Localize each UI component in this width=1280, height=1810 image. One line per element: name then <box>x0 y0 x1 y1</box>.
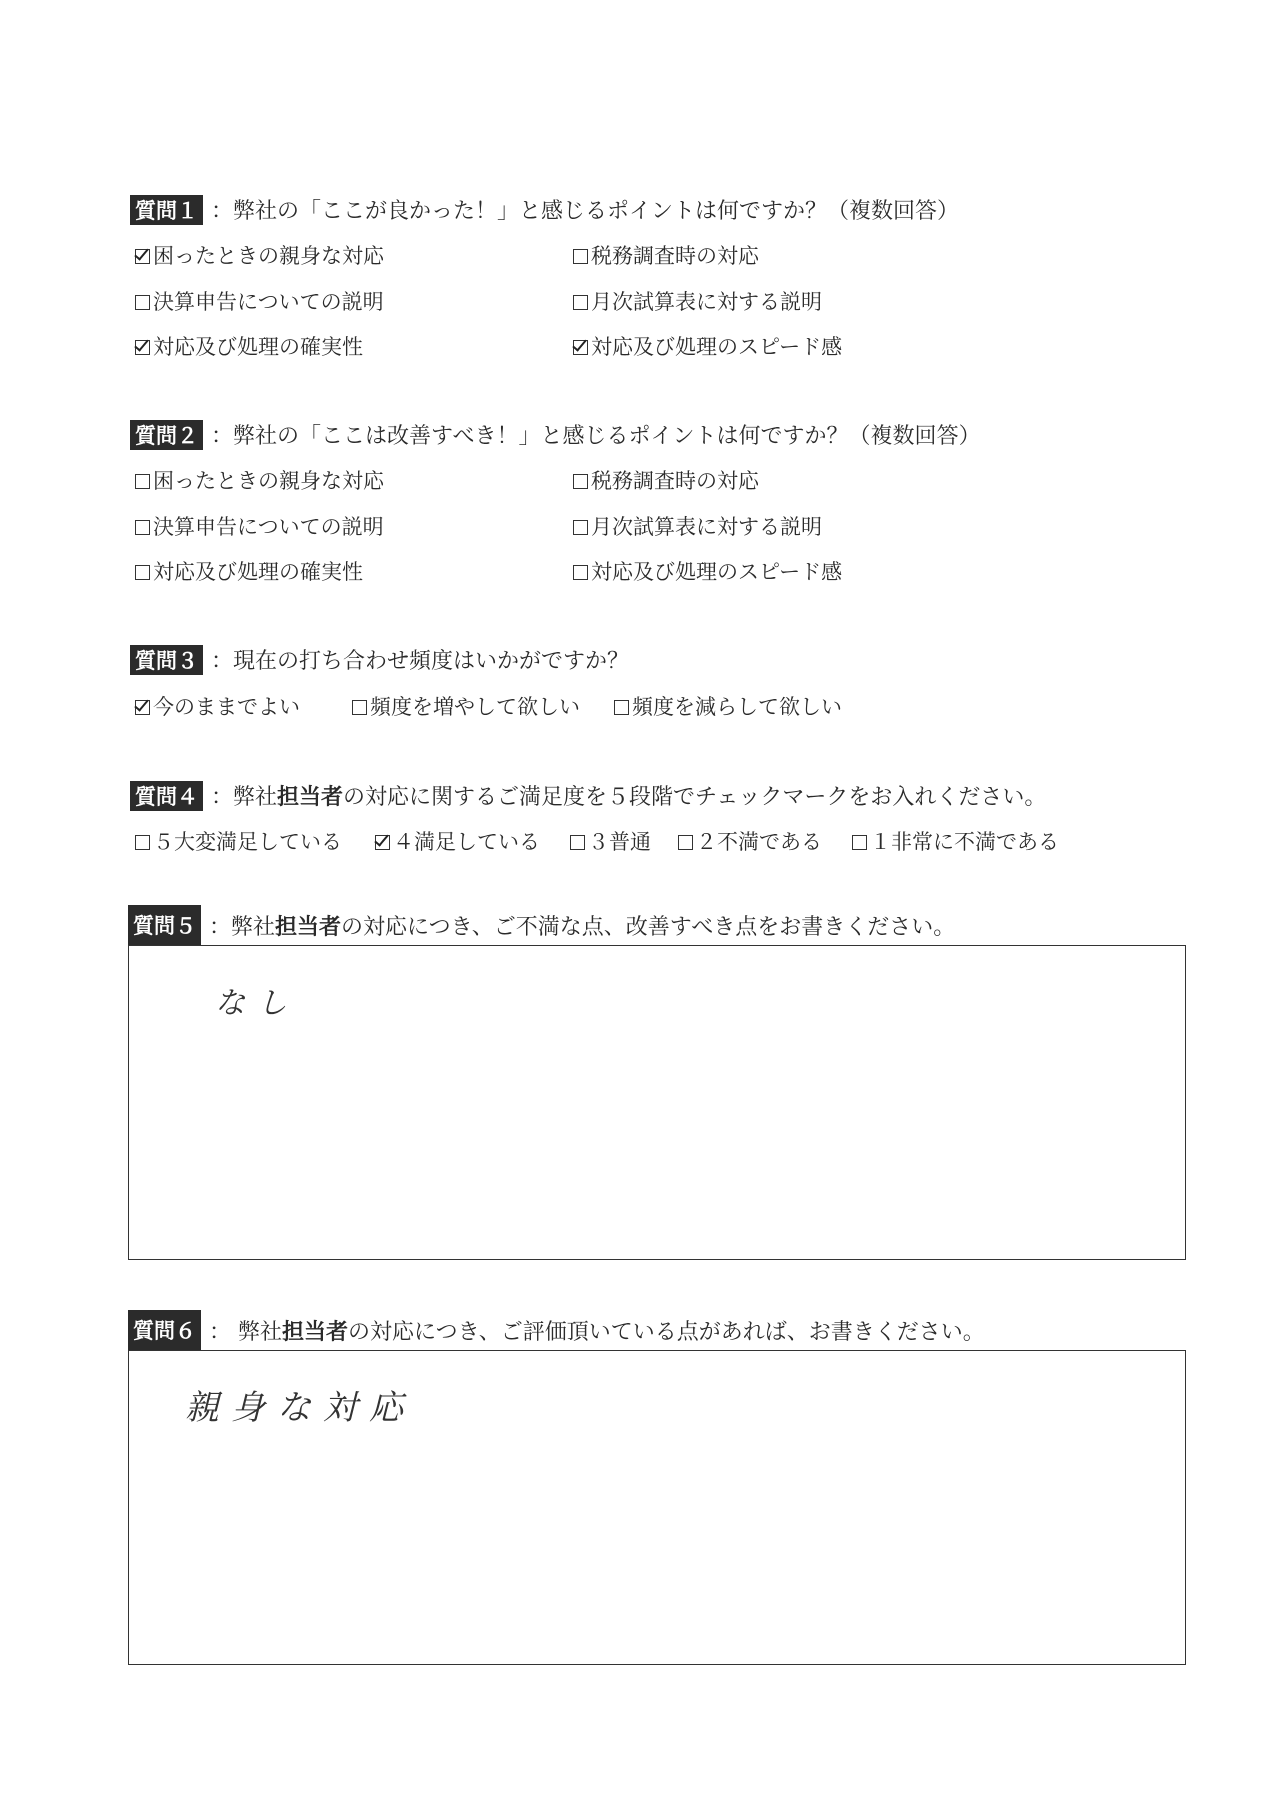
q4-text-pre: ：弊社 <box>211 785 278 810</box>
q5-answer: なし <box>215 986 299 1021</box>
q1-option-5[interactable] <box>135 331 363 361</box>
q6-header <box>128 1310 985 1350</box>
option-label: 困ったときの親身な対応 <box>153 244 384 268</box>
q6-text-post: の対応につき、ご評価頂いている点があれば、お書きください。 <box>348 1319 985 1345</box>
q4-header <box>130 780 1046 811</box>
q1-option-6[interactable] <box>573 331 842 361</box>
q4-option-4[interactable] <box>375 826 540 856</box>
checkbox[interactable] <box>570 835 585 850</box>
option-label: １非常に不満である <box>870 830 1059 854</box>
q1-option-3[interactable] <box>135 286 384 316</box>
option-label: ５大変満足している <box>153 830 342 854</box>
q5-text-pre: ：弊社 <box>209 914 276 940</box>
q1-option-4[interactable] <box>573 286 822 316</box>
checkbox[interactable] <box>573 565 588 580</box>
q4-option-2[interactable] <box>678 826 822 856</box>
q4-text-post: の対応に関するご満足度を５段階でチェックマークをお入れください。 <box>343 785 1047 810</box>
q5-header <box>128 905 955 945</box>
q2-header <box>130 419 981 450</box>
q3-header <box>130 644 629 675</box>
q3-option-2[interactable] <box>352 691 580 721</box>
q6-text-bold: 担当者 <box>282 1319 349 1345</box>
option-label: 困ったときの親身な対応 <box>153 469 384 493</box>
q3-option-1[interactable] <box>135 691 300 721</box>
q2-option-4[interactable] <box>573 511 822 541</box>
q4-text-bold: 担当者 <box>277 785 344 810</box>
option-label: 頻度を減らして欲しい <box>632 695 842 719</box>
q2-option-1[interactable] <box>135 465 384 495</box>
q4-option-1[interactable] <box>852 826 1059 856</box>
checkbox-checked[interactable] <box>135 249 150 264</box>
q2-label: 質問２ <box>130 420 203 450</box>
option-label: 決算申告についての説明 <box>153 290 384 314</box>
q3-option-3[interactable] <box>614 691 842 721</box>
option-label: 決算申告についての説明 <box>153 515 384 539</box>
checkbox[interactable] <box>573 474 588 489</box>
q2-option-6[interactable] <box>573 556 842 586</box>
option-label: 今のままでよい <box>153 695 300 719</box>
checkbox[interactable] <box>135 295 150 310</box>
option-label: ４満足している <box>393 830 540 854</box>
option-label: 対応及び処理の確実性 <box>153 335 363 359</box>
q2-text: ：弊社の「ここは改善すべき！」と感じるポイントは何ですか？（複数回答） <box>211 424 981 449</box>
option-label: 頻度を増やして欲しい <box>370 695 580 719</box>
q1-option-2[interactable] <box>573 240 759 270</box>
checkbox-checked[interactable] <box>573 340 588 355</box>
option-label: ３普通 <box>588 830 651 854</box>
checkbox[interactable] <box>573 520 588 535</box>
q2-option-5[interactable] <box>135 556 363 586</box>
q1-label: 質問１ <box>130 195 203 225</box>
q2-option-2[interactable] <box>573 465 759 495</box>
option-label: 対応及び処理の確実性 <box>153 560 363 584</box>
option-label: 月次試算表に対する説明 <box>591 515 822 539</box>
q1-option-1[interactable] <box>135 240 384 270</box>
checkbox[interactable] <box>678 835 693 850</box>
q4-option-5[interactable] <box>135 826 342 856</box>
option-label: 税務調査時の対応 <box>591 244 759 268</box>
option-label: ２不満である <box>696 830 822 854</box>
q5-text-bold: 担当者 <box>275 914 342 940</box>
q6-text-pre: ： 弊社 <box>209 1319 282 1345</box>
option-label: 月次試算表に対する説明 <box>591 290 822 314</box>
q5-label: 質問５ <box>128 905 201 945</box>
q5-text-post: の対応につき、ご不満な点、改善すべき点をお書きください。 <box>341 914 956 940</box>
option-label: 税務調査時の対応 <box>591 469 759 493</box>
q4-text <box>211 780 1046 811</box>
checkbox[interactable] <box>852 835 867 850</box>
q4-label: 質問４ <box>130 781 203 811</box>
checkbox-checked[interactable] <box>135 700 150 715</box>
checkbox[interactable] <box>135 520 150 535</box>
q2-option-3[interactable] <box>135 511 384 541</box>
option-label: 対応及び処理のスピード感 <box>591 335 843 359</box>
q3-text: ：現在の打ち合わせ頻度はいかがですか？ <box>211 649 630 674</box>
option-label: 対応及び処理のスピード感 <box>591 560 843 584</box>
q3-label: 質問３ <box>130 645 203 675</box>
checkbox[interactable] <box>614 700 629 715</box>
q5-text <box>209 910 955 941</box>
q6-label: 質問６ <box>128 1310 201 1350</box>
q4-option-3[interactable] <box>570 826 651 856</box>
checkbox[interactable] <box>573 295 588 310</box>
checkbox[interactable] <box>573 249 588 264</box>
checkbox-checked[interactable] <box>135 340 150 355</box>
checkbox-checked[interactable] <box>375 835 390 850</box>
checkbox[interactable] <box>352 700 367 715</box>
checkbox[interactable] <box>135 474 150 489</box>
checkbox[interactable] <box>135 835 150 850</box>
q6-answer: 親身な対応 <box>185 1388 415 1428</box>
q1-header <box>130 194 959 225</box>
q1-text: ：弊社の「ここが良かった！」と感じるポイントは何ですか？（複数回答） <box>211 199 960 224</box>
checkbox[interactable] <box>135 565 150 580</box>
q6-text <box>209 1315 985 1346</box>
